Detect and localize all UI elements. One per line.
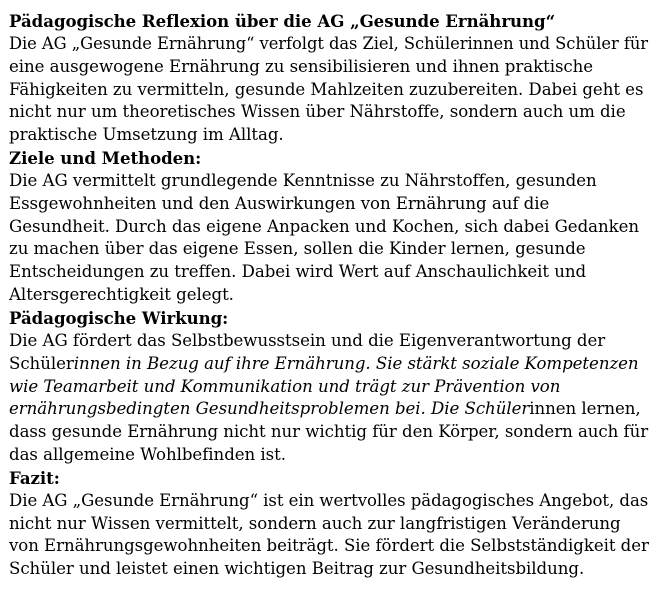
effect-text-italic: ernährungsbedingten Gesundheitsproblemen bei. Die Schüler — [9, 399, 530, 419]
section-heading-goals: Ziele und Methoden: — [9, 148, 202, 169]
effect-line: das allgemeine Wohlbefinden ist. — [9, 445, 286, 465]
goals-line: Die AG vermittelt grundlegende Kenntnisse zu Nährstoffen, gesunden — [9, 170, 597, 190]
conclusion-line: von Ernährungsgewohnheiten beiträgt. Sie fördert die Selbstständigkeit der — [9, 536, 649, 556]
conclusion-line: Die AG „Gesunde Ernährung“ ist ein wertvolles pädagogisches Angebot, das — [9, 490, 649, 510]
document-title: Pädagogische Reflexion über die AG „Gesunde Ernährung“ — [9, 11, 556, 31]
goals-line: zu machen über das eigene Essen, sollen die Kinder lernen, gesunde — [9, 239, 586, 259]
effect-line — [9, 353, 649, 376]
effect-text-italic: innen in Bezug auf ihre Ernährung. Sie stärkt soziale Kompetenzen — [73, 353, 639, 373]
section-heading-effect: Pädagogische Wirkung: — [9, 307, 229, 328]
effect-line — [9, 398, 649, 421]
intro-paragraph — [9, 33, 649, 147]
conclusion-line: Schüler und leistet einen wichtigen Beitrag zur Gesundheitsbildung. — [9, 559, 585, 579]
goals-line: Essgewohnheiten und den Auswirkungen von Ernährung auf die — [9, 193, 550, 213]
effect-text-normal: innen lernen, — [529, 399, 641, 419]
conclusion-paragraph — [9, 490, 649, 581]
goals-line: Gesundheit. Durch das eigene Anpacken und Kochen, sich dabei Gedanken — [9, 216, 640, 236]
goals-paragraph — [9, 170, 649, 307]
intro-line: Fähigkeiten zu vermitteln, gesunde Mahlzeiten zuzubereiten. Dabei geht es — [9, 79, 644, 99]
goals-line: Altersgerechtigkeit gelegt. — [9, 285, 234, 305]
conclusion-line: nicht nur Wissen vermittelt, sondern auch zur langfristigen Veränderung — [9, 513, 621, 533]
effect-line: wie Teamarbeit und Kommunikation und trägt zur Prävention von — [9, 376, 561, 396]
effect-paragraph — [9, 330, 649, 467]
effect-text-normal: Schüler — [9, 353, 74, 373]
goals-line: Entscheidungen zu treffen. Dabei wird Wert auf Anschaulichkeit und — [9, 262, 587, 282]
effect-line: dass gesunde Ernährung nicht nur wichtig für den Körper, sondern auch für — [9, 422, 649, 442]
section-heading-conclusion: Fazit: — [9, 467, 60, 488]
intro-line: eine ausgewogene Ernährung zu sensibilisieren und ihnen praktische — [9, 56, 594, 76]
effect-line: Die AG fördert das Selbstbewusstsein und die Eigenverantwortung der — [9, 330, 606, 350]
intro-line: nicht nur um theoretisches Wissen über Nährstoffe, sondern auch um die — [9, 102, 626, 122]
intro-line: Die AG „Gesunde Ernährung“ verfolgt das Ziel, Schülerinnen und Schüler für — [9, 33, 649, 53]
intro-line: praktische Umsetzung im Alltag. — [9, 125, 284, 145]
